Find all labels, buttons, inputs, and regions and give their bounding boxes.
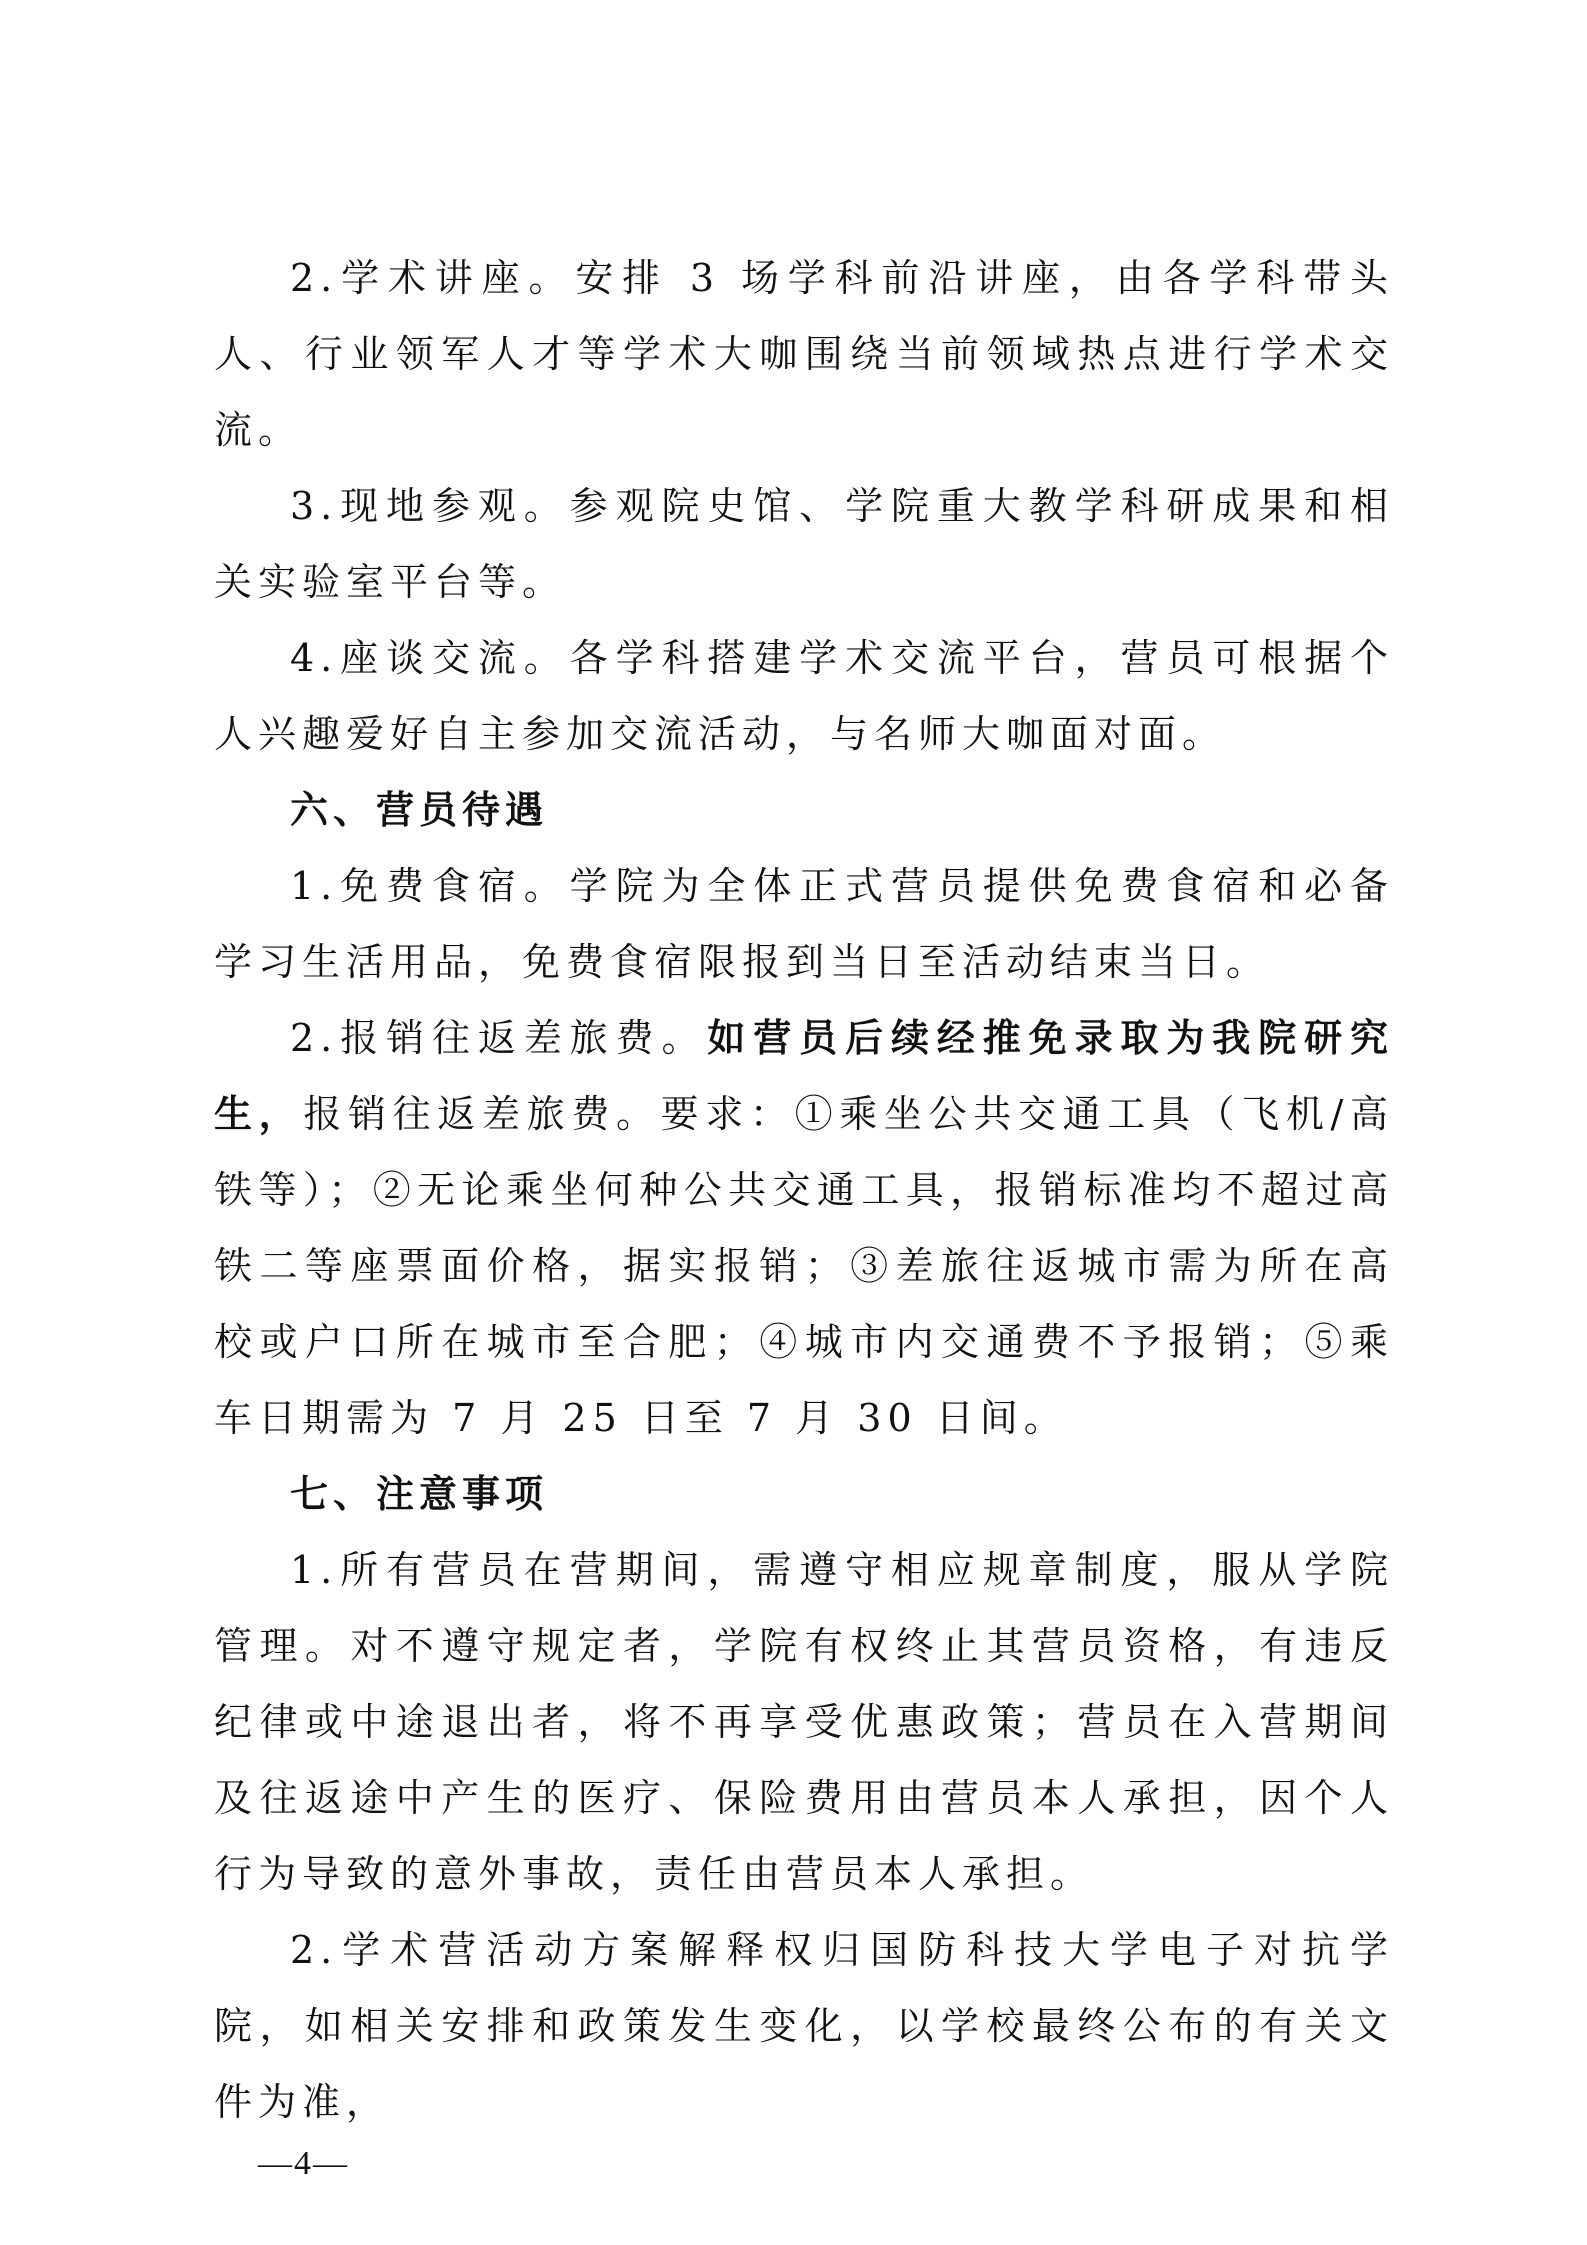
paragraph-travel-reimbursement [214, 1000, 1394, 1456]
page-number: —4— [258, 2145, 349, 2182]
paragraph-interpretation: 2.学术营活动方案解释权归国防科技大学电子对抗学院，如相关安排和政策发生变化，以学校最终公布的有关文件为准， [214, 1928, 1394, 2124]
travel-reimbursement-prefix: 2.报销往返差旅费。 [290, 1016, 708, 1060]
document-body [214, 240, 1394, 2140]
paragraph-seminar: 4.座谈交流。各学科搭建学术交流平台，营员可根据个人兴趣爱好自主参加交流活动，与名师大咖面对面。 [214, 636, 1394, 756]
paragraph-site-visit: 3.现地参观。参观院史馆、学院重大教学科研成果和相关实验室平台等。 [214, 484, 1394, 604]
paragraph-participant-rules: 1.所有营员在营期间，需遵守相应规章制度，服从学院管理。对不遵守规定者，学院有权终止其营员资格，有违反纪律或中途退出者，将不再享受优惠政策；营员在入营期间及往返途中产生的医疗、保险费用由营员本人承担，因个人行为导致的意外事故，责任由营员本人承担。 [214, 1548, 1394, 1896]
travel-reimbursement-condition: 如营员后续经推免录取为我院研究生， [214, 1015, 1394, 1136]
paragraph-academic-lecture: 2.学术讲座。安排 3 场学科前沿讲座，由各学科带头人、行业领军人才等学术大咖围绕当前领域热点进行学术交流。 [214, 256, 1394, 452]
section-heading-benefits: 六、营员待遇 [290, 788, 549, 832]
paragraph-free-lodging: 1.免费食宿。学院为全体正式营员提供免费食宿和必备学习生活用品，免费食宿限报到当日至活动结束当日。 [214, 864, 1394, 984]
travel-reimbursement-requirements: 报销往返差旅费。要求：①乘坐公共交通工具（飞机/高铁等）；②无论乘坐何种公共交通工具，报销标准均不超过高铁二等座票面价格，据实报销；③差旅往返城市需为所在高校或户口所在城市至合肥；④城市内交通费不予报销；⑤乘车日期需为 7 月 25 日至 7 月 30 日间。 [214, 1092, 1394, 1440]
section-heading-notes: 七、注意事项 [290, 1472, 549, 1516]
